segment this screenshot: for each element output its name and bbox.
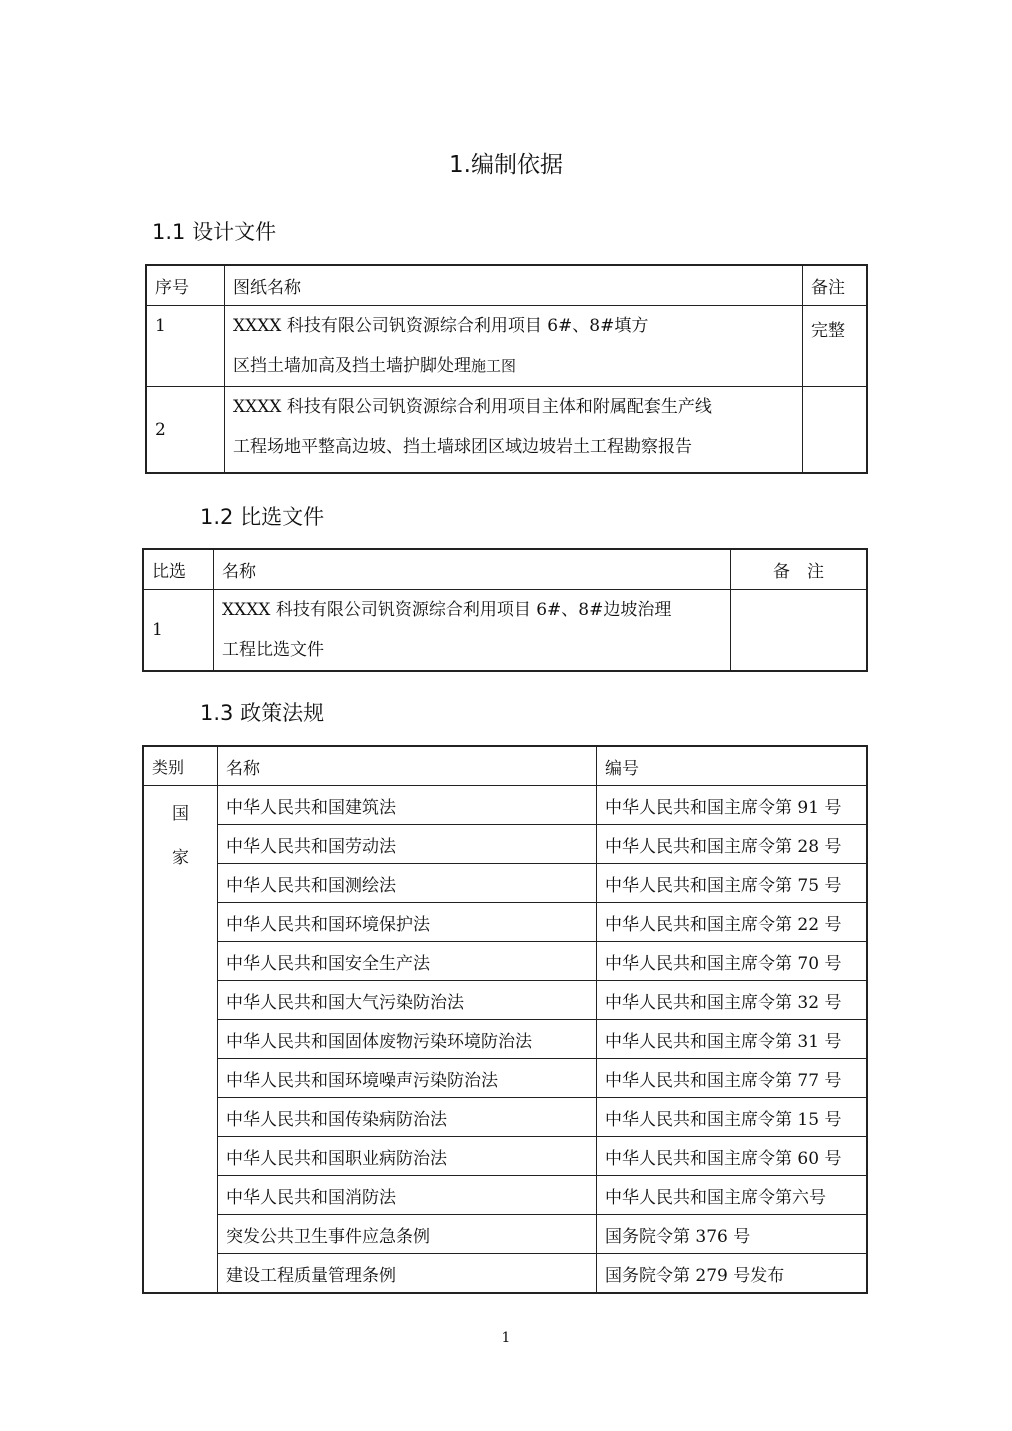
law-name: 中华人民共和国消防法 xyxy=(218,1176,597,1215)
law-name: 中华人民共和国固体废物污染环境防治法 xyxy=(218,1020,597,1059)
law-name: 中华人民共和国大气污染防治法 xyxy=(218,981,597,1020)
drawing-name-line: XXXX 科技有限公司钒资源综合利用项目主体和附属配套生产线 xyxy=(233,397,712,417)
law-code: 中华人民共和国主席令第六号 xyxy=(597,1176,867,1215)
law-code: 中华人民共和国主席令第 31 号 xyxy=(597,1020,867,1059)
row-number: 1 xyxy=(144,590,214,671)
section-heading-comparison-docs: 1.2 比选文件 xyxy=(200,505,325,529)
table-row xyxy=(144,825,867,864)
table-header-row xyxy=(144,747,867,786)
law-code: 中华人民共和国主席令第 77 号 xyxy=(597,1059,867,1098)
table-row xyxy=(144,942,867,981)
drawing-name-line: XXXX 科技有限公司钒资源综合利用项目 6#、8#填方 xyxy=(233,316,649,336)
header-cell: 备 注 xyxy=(731,550,867,590)
table-row xyxy=(144,903,867,942)
drawing-name xyxy=(225,387,803,473)
comparison-name-line: 工程比选文件 xyxy=(222,640,324,660)
table-row xyxy=(144,864,867,903)
category-char: 家 xyxy=(172,848,189,868)
row-number: 1 xyxy=(147,306,225,387)
law-code: 中华人民共和国主席令第 60 号 xyxy=(597,1137,867,1176)
header-cell: 备注 xyxy=(803,266,867,306)
header-cell: 名称 xyxy=(218,747,597,786)
row-number: 2 xyxy=(147,387,225,473)
table-row xyxy=(144,1059,867,1098)
table-header-row xyxy=(147,266,867,306)
table-row xyxy=(144,1215,867,1254)
policies-table xyxy=(143,746,867,1293)
drawing-name-part: 区挡土墙加高及挡土墙护脚处理 xyxy=(233,356,471,376)
law-name: 中华人民共和国测绘法 xyxy=(218,864,597,903)
section-heading-policies: 1.3 政策法规 xyxy=(200,701,325,725)
design-docs-table xyxy=(146,265,867,473)
law-name: 中华人民共和国职业病防治法 xyxy=(218,1137,597,1176)
row-note xyxy=(803,387,867,473)
law-code: 中华人民共和国主席令第 70 号 xyxy=(597,942,867,981)
comparison-docs-table xyxy=(143,549,867,671)
row-note xyxy=(731,590,867,671)
table-row xyxy=(147,387,867,473)
table-row xyxy=(144,1254,867,1293)
table-row xyxy=(144,590,867,671)
header-cell: 比选 xyxy=(144,550,214,590)
drawing-name-line: 工程场地平整高边坡、挡土墙球团区域边坡岩土工程勘察报告 xyxy=(233,437,692,457)
law-name: 中华人民共和国环境保护法 xyxy=(218,903,597,942)
law-code: 国务院令第 376 号 xyxy=(597,1215,867,1254)
table-row xyxy=(144,1098,867,1137)
drawing-name xyxy=(225,306,803,387)
table-row xyxy=(144,1137,867,1176)
category-cell xyxy=(144,786,218,1293)
law-name: 突发公共卫生事件应急条例 xyxy=(218,1215,597,1254)
header-cell: 编号 xyxy=(597,747,867,786)
header-cell: 图纸名称 xyxy=(225,266,803,306)
law-code: 中华人民共和国主席令第 75 号 xyxy=(597,864,867,903)
header-cell: 类别 xyxy=(144,747,218,786)
table-row xyxy=(144,786,867,825)
law-name: 中华人民共和国环境噪声污染防治法 xyxy=(218,1059,597,1098)
comparison-name-line: XXXX 科技有限公司钒资源综合利用项目 6#、8#边坡治理 xyxy=(222,600,672,620)
drawing-name-line xyxy=(233,346,794,386)
table-row xyxy=(144,981,867,1020)
drawing-name-part: 施工图 xyxy=(471,357,517,375)
header-cell: 序号 xyxy=(147,266,225,306)
law-code: 中华人民共和国主席令第 22 号 xyxy=(597,903,867,942)
header-cell: 名称 xyxy=(214,550,731,590)
table-header-row xyxy=(144,550,867,590)
law-code: 中华人民共和国主席令第 91 号 xyxy=(597,786,867,825)
row-note: 完整 xyxy=(803,306,867,387)
law-code: 国务院令第 279 号发布 xyxy=(597,1254,867,1293)
table-row xyxy=(147,306,867,387)
law-name: 中华人民共和国传染病防治法 xyxy=(218,1098,597,1137)
law-name: 中华人民共和国安全生产法 xyxy=(218,942,597,981)
section-heading-design-docs: 1.1 设计文件 xyxy=(152,220,277,244)
law-code: 中华人民共和国主席令第 32 号 xyxy=(597,981,867,1020)
law-code: 中华人民共和国主席令第 15 号 xyxy=(597,1098,867,1137)
law-name: 建设工程质量管理条例 xyxy=(218,1254,597,1293)
law-code: 中华人民共和国主席令第 28 号 xyxy=(597,825,867,864)
category-char: 国 xyxy=(172,804,189,824)
page-number: 1 xyxy=(501,1330,511,1346)
page-title: 1.编制依据 xyxy=(449,152,563,178)
law-name: 中华人民共和国劳动法 xyxy=(218,825,597,864)
comparison-name xyxy=(214,590,731,671)
law-name: 中华人民共和国建筑法 xyxy=(218,786,597,825)
table-row xyxy=(144,1176,867,1215)
table-row xyxy=(144,1020,867,1059)
